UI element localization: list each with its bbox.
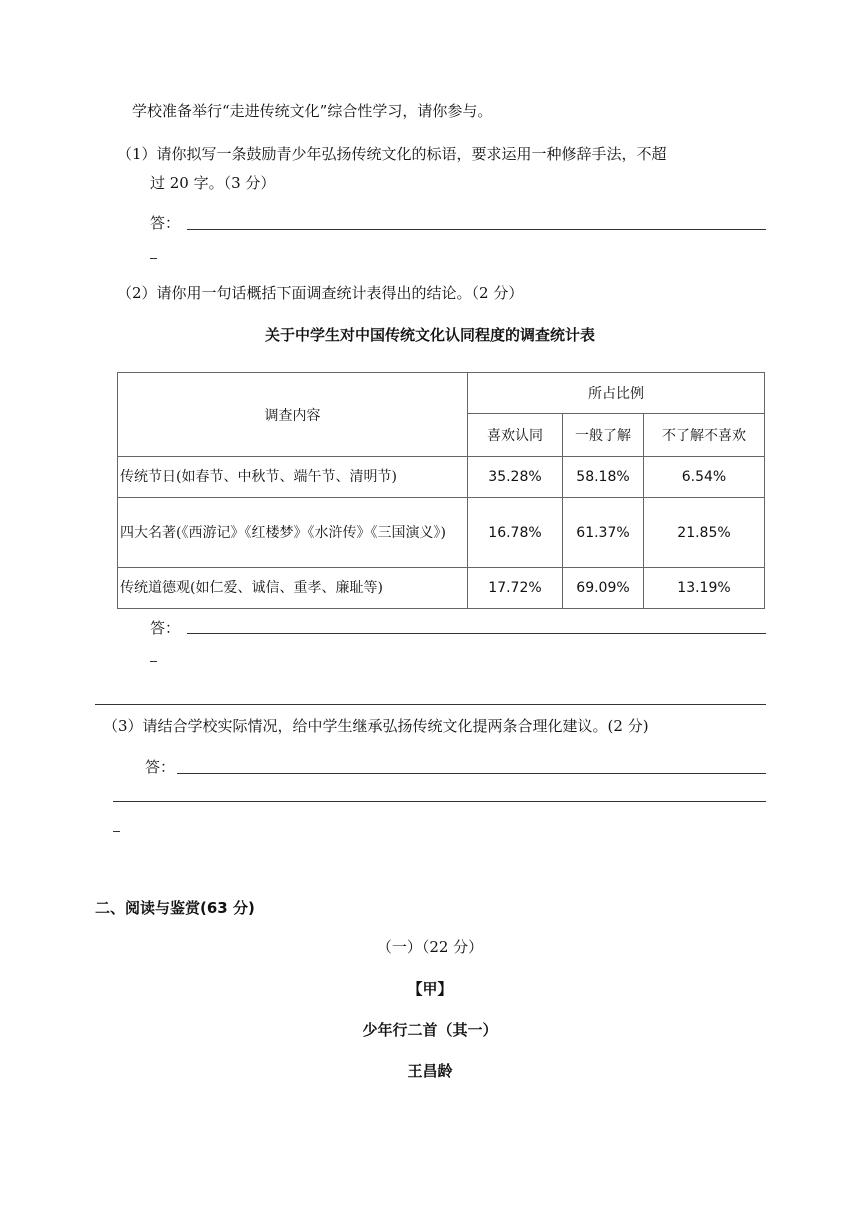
table-row: [118, 498, 765, 568]
row-value: 69.09%: [563, 568, 644, 609]
answer-line-2[interactable]: [187, 633, 766, 634]
header-general: 一般了解: [563, 414, 644, 457]
header-dislike: 不了解不喜欢: [644, 414, 765, 457]
answer-dash-1: [150, 258, 157, 259]
answer-line-3b[interactable]: [113, 801, 766, 802]
table-row: [118, 457, 765, 498]
answer-label-3: 答：: [145, 758, 176, 776]
row-value: 58.18%: [563, 457, 644, 498]
table-title: 关于中学生对中国传统文化认同程度的调查统计表: [264, 326, 595, 344]
question-3-text: （3）请结合学校实际情况，给中学生继承弘扬传统文化提两条合理化建议。(2 分): [103, 717, 649, 735]
section-heading: 二、阅读与鉴赏(63 分): [95, 899, 255, 917]
row-value: 61.37%: [563, 498, 644, 568]
row-label: 传统道德观(如仁爱、诚信、重孝、廉耻等): [118, 568, 468, 609]
intro-text: 学校准备举行“走进传统文化”综合性学习，请你参与。: [132, 102, 493, 120]
question-1-line-2: 过 20 字。（3 分）: [150, 174, 276, 192]
answer-label-1: 答：: [150, 214, 181, 232]
row-label: 传统节日(如春节、中秋节、端午节、清明节): [118, 457, 468, 498]
bracket-heading: 【甲】: [407, 980, 453, 998]
answer-dash-2: [150, 661, 157, 662]
survey-table: [117, 372, 765, 609]
part-heading: （一）（22 分）: [376, 938, 484, 956]
row-label: 四大名著(《西游记》《红楼梦》《水浒传》《三国演义》): [118, 498, 468, 568]
row-value: 21.85%: [644, 498, 765, 568]
answer-dash-3: [113, 831, 120, 832]
table-row: [118, 568, 765, 609]
answer-line-1[interactable]: [187, 229, 766, 230]
answer-line-3[interactable]: [177, 773, 766, 774]
row-value: 17.72%: [468, 568, 563, 609]
question-2-text: （2）请你用一句话概括下面调查统计表得出的结论。（2 分）: [117, 284, 524, 302]
row-value: 16.78%: [468, 498, 563, 568]
row-value: 35.28%: [468, 457, 563, 498]
header-like: 喜欢认同: [468, 414, 563, 457]
poem-title: 少年行二首（其一）: [362, 1021, 498, 1039]
answer-line-2b[interactable]: [95, 704, 766, 705]
row-value: 6.54%: [644, 457, 765, 498]
header-survey-content: 调查内容: [118, 373, 468, 457]
question-1-line-1: （1）请你拟写一条鼓励青少年弘扬传统文化的标语，要求运用一种修辞手法，不超: [117, 145, 667, 163]
row-value: 13.19%: [644, 568, 765, 609]
header-proportion: 所占比例: [468, 373, 765, 414]
poem-author: 王昌龄: [407, 1062, 453, 1080]
answer-label-2: 答：: [150, 619, 181, 637]
